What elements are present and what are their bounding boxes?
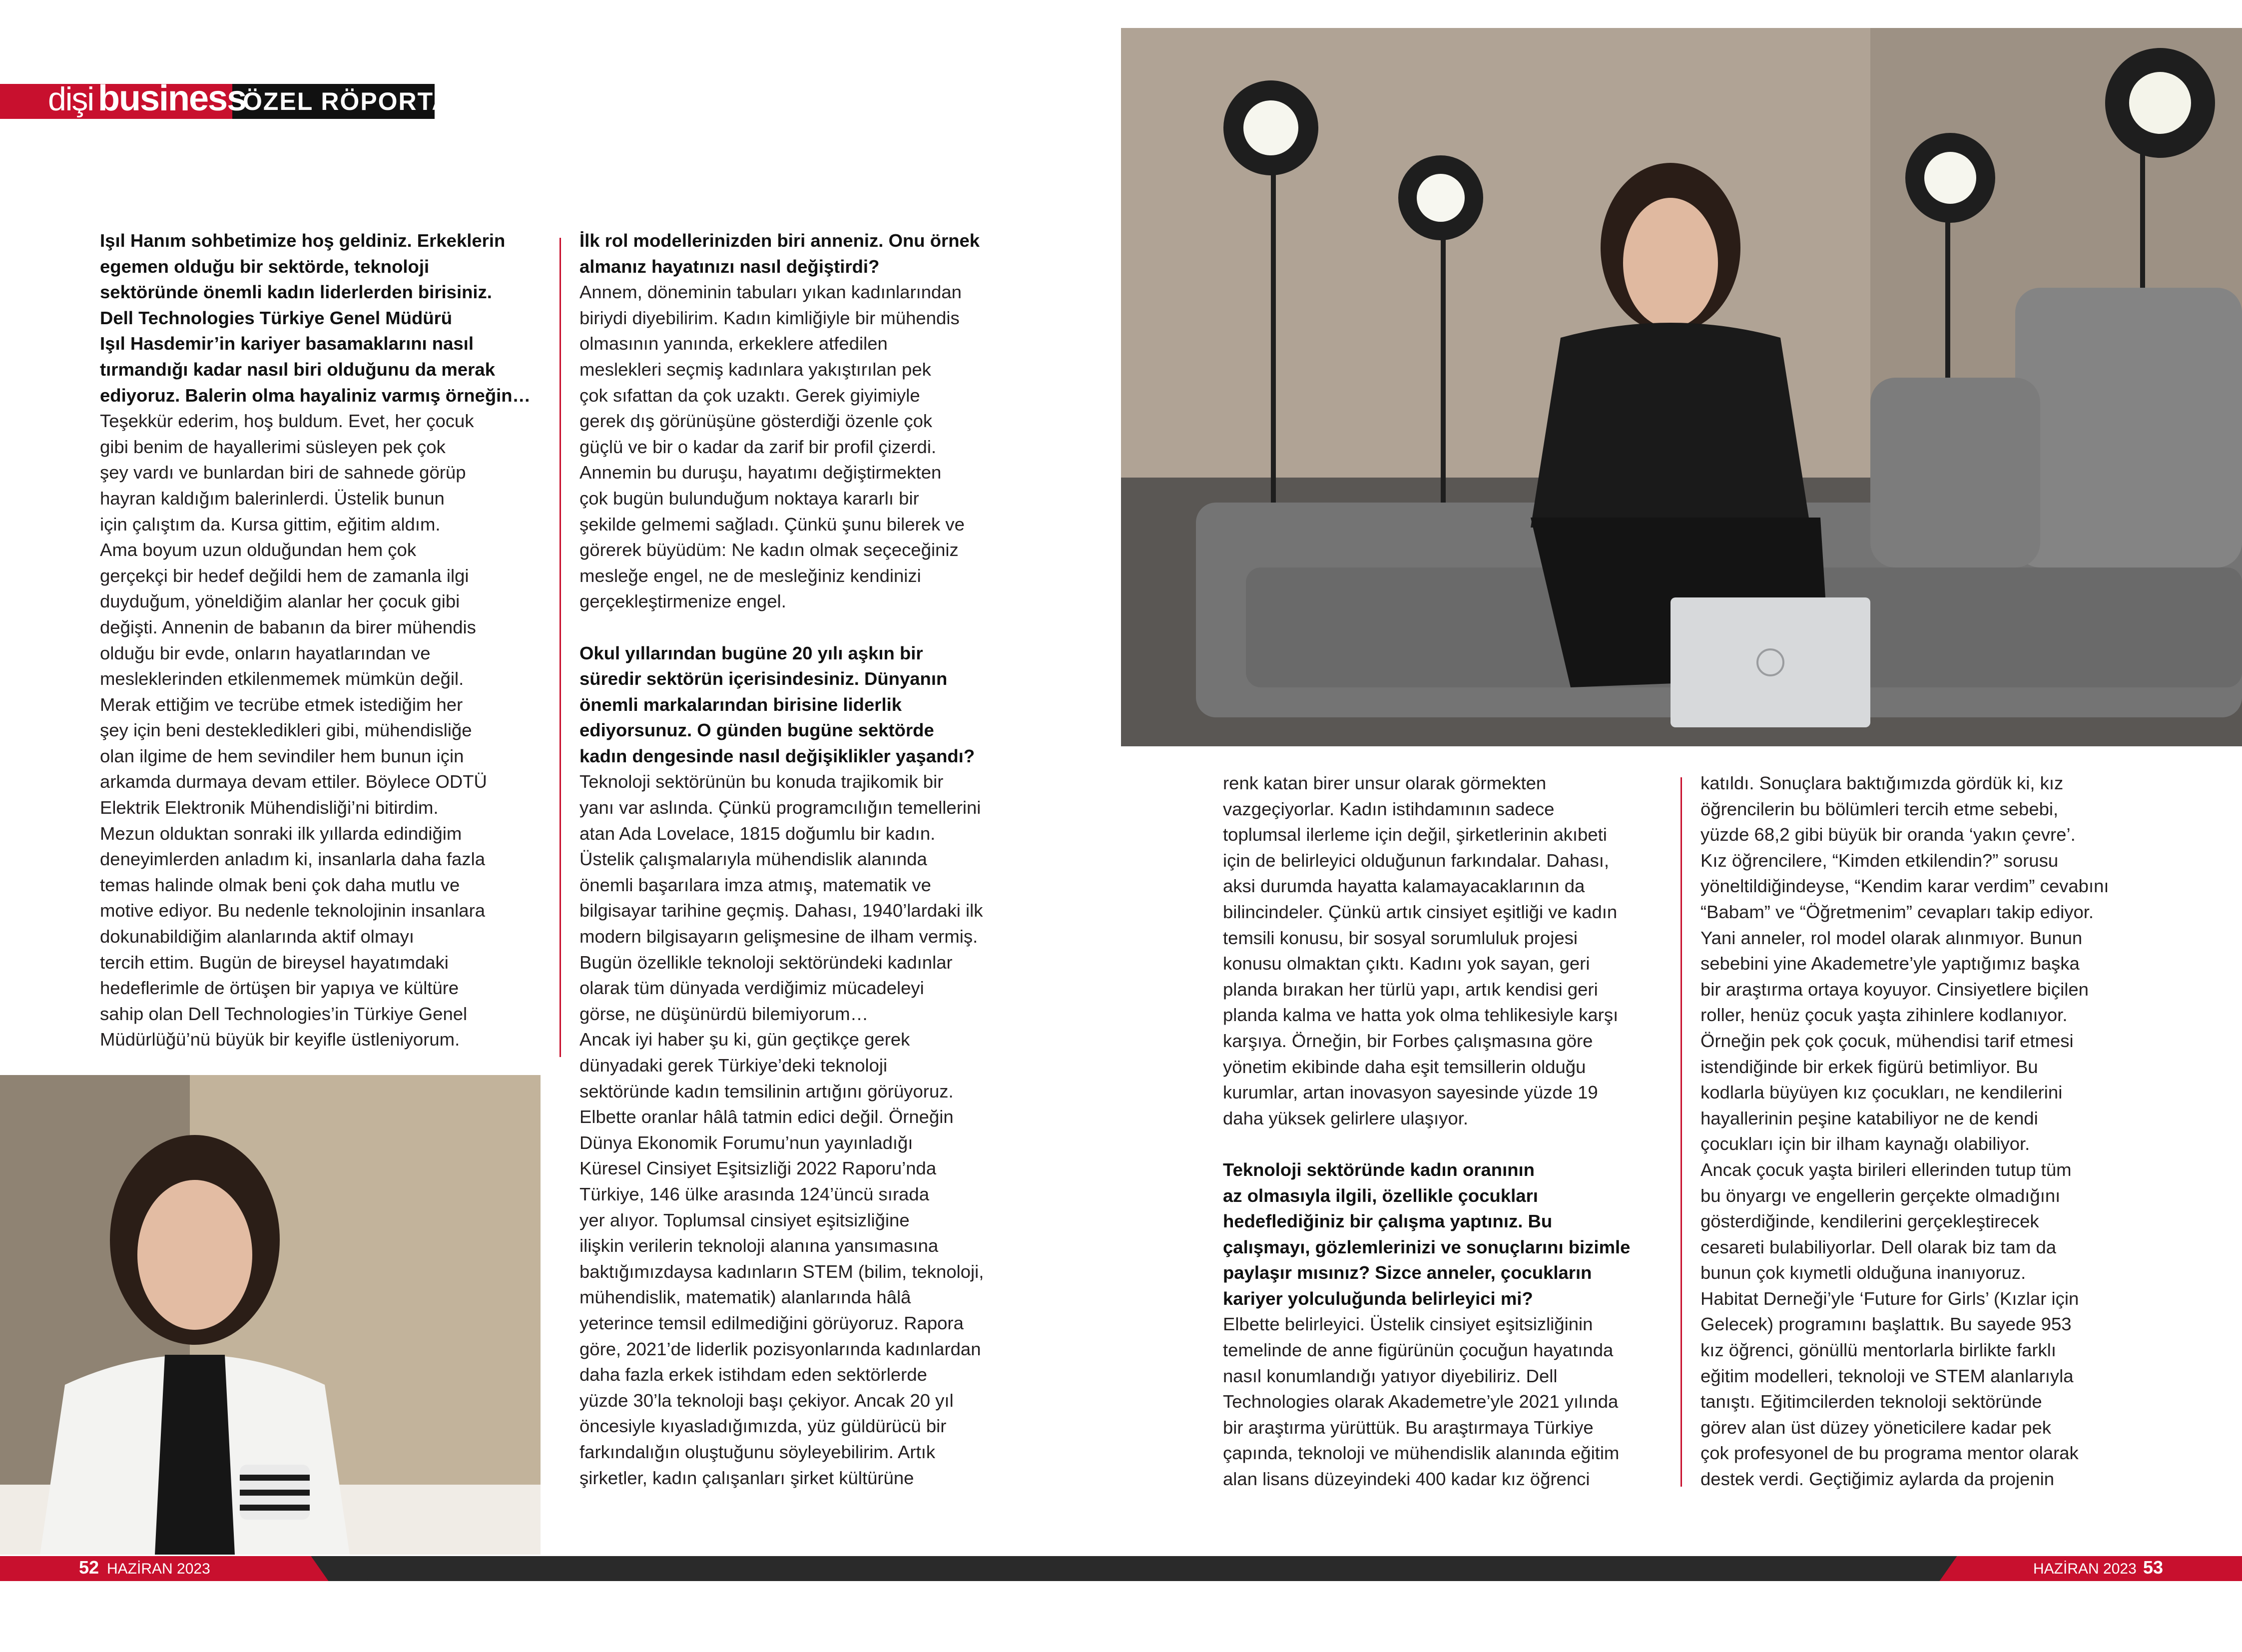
issue-date-right: HAZİRAN 2023: [2033, 1561, 2137, 1577]
answer-line: arkamda durmaya devam ettiler. Böylece ODTÜ: [100, 771, 487, 792]
answer-line: bunun çok kıymetli olduğuna inanıyoruz.: [1700, 1262, 2026, 1283]
question-line: almanız hayatınızı nasıl değiştirdi?: [579, 256, 880, 277]
brand-business: business: [98, 78, 246, 118]
answer-line: temsili konusu, bir sosyal sorumluluk projesi: [1223, 927, 1578, 948]
answer-line: yönetim ekibinde daha eşit temsillerin olduğu: [1223, 1056, 1586, 1077]
answer-line: çok profesyonel de bu programa mentor olarak: [1700, 1443, 2079, 1464]
column-divider: [1681, 777, 1682, 1487]
answer-line: alan lisans düzeyindeki 400 kadar kız öğrenci: [1223, 1469, 1590, 1490]
question-line: sektöründe önemli kadın liderlerden birisiniz.: [100, 282, 492, 303]
question-line: ediyorsunuz. O günden bugüne sektörde: [579, 720, 934, 741]
column-divider: [560, 238, 561, 1057]
question-line: az olmasıyla ilgili, özellikle çocukları: [1223, 1185, 1538, 1206]
answer-line: Teşekkür ederim, hoş buldum. Evet, her çocuk: [100, 411, 474, 432]
answer-line: Annemin bu duruşu, hayatımı değiştirmekten: [579, 462, 942, 483]
question-line: Işıl Hasdemir’in kariyer basamaklarını nasıl: [100, 333, 474, 354]
answer-line: Yani anneler, rol model olarak alınmıyor. Bunun: [1700, 927, 2083, 948]
answer-line: “Babam” ve “Öğretmenim” cevapları takip ediyor.: [1700, 901, 2094, 922]
answer-line: farkındalığın oluştuğunu söyleyebilirim. Artık: [579, 1441, 936, 1462]
answer-line: şey için beni destekledikleri gibi, mühendisliğe: [100, 720, 472, 741]
answer-line: kurumlar, artan inovasyon sayesinde yüzde 19: [1223, 1082, 1598, 1103]
answer-line: vazgeçiyorlar. Kadın istihdamının sadece: [1223, 798, 1555, 819]
answer-line: görse, ne düşünürdü bilemiyorum…: [579, 1003, 869, 1024]
answer-line: destek verdi. Geçtiğimiz aylarda da projenin: [1700, 1469, 2055, 1490]
question-line: Teknoloji sektöründe kadın oranının: [1223, 1159, 1535, 1180]
answer-line: mesleğe engel, ne de mesleğiniz kendinizi: [579, 565, 921, 586]
answer-line: renk katan birer unsur olarak görmekten: [1223, 773, 1547, 793]
answer-line: Gelecek) programını başlattık. Bu sayede 953: [1700, 1314, 2072, 1335]
question-line: İlk rol modellerinizden biri anneniz. Onu örnek: [579, 230, 980, 251]
answer-line: Technologies olarak Akademetre’yle 2021 yılında: [1223, 1391, 1619, 1412]
answer-line: istendiğinde bir erkek figürü betimliyor. Bu: [1700, 1056, 2038, 1077]
question-line: çalışmayı, gözlemlerinizi ve sonuçlarını bizimle: [1223, 1236, 1631, 1257]
answer-line: güçlü ve bir o kadar da zarif bir profil çizerdi.: [579, 436, 937, 457]
answer-line: gibi benim de hayallerimi süsleyen pek çok: [100, 436, 446, 457]
answer-line: motive ediyor. Bu nedenle teknolojinin insanlara: [100, 900, 486, 921]
answer-line: mesleklerinden etkilenmemek mümkün değil.: [100, 668, 464, 689]
answer-line: hedeflerimle de örtüşen bir yapıya ve kültüre: [100, 978, 459, 999]
article-column-2: [579, 228, 1029, 1491]
answer-line: yer alıyor. Toplumsal cinsiyet eşitsizliğine: [579, 1209, 910, 1230]
portrait-photo-small-illustration: [0, 1075, 541, 1555]
answer-line: gösterdiğinde, kendilerini gerçekleştirecek: [1700, 1211, 2039, 1232]
answer-line: sektöründe kadın temsilinin artığını görüyoruz.: [579, 1081, 954, 1101]
answer-line: Merak ettiğim ve tecrübe etmek istediğim her: [100, 694, 463, 715]
answer-line: toplumsal ilerleme için değil, şirketlerinin akıbeti: [1223, 824, 1607, 845]
answer-line: biriydi diyebilirim. Kadın kimliğiyle bir mühendis: [579, 307, 960, 328]
answer-line: sebebini yine Akademetre’yle yaptığımız başka: [1700, 953, 2080, 974]
question-line: hedeflediğiniz bir çalışma yaptınız. Bu: [1223, 1211, 1553, 1232]
page-number-right: 53: [2143, 1557, 2164, 1578]
answer-line: Elektrik Elektronik Mühendisliği’ni bitirdim.: [100, 797, 439, 818]
answer-line: önemli başarılara imza atmış, matematik ve: [579, 874, 931, 895]
answer-line: bu önyargı ve engellerin gerçekte olmadığını: [1700, 1185, 2061, 1206]
answer-line: öğrencilerin bu bölümleri tercih etme sebebi,: [1700, 798, 2059, 819]
question-line: kariyer yolculuğunda belirleyici mi?: [1223, 1288, 1533, 1309]
answer-line: Bugün özellikle teknoloji sektöründeki kadınlar: [579, 952, 953, 973]
answer-line: Ancak çocuk yaşta birileri ellerinden tutup tüm: [1700, 1159, 2072, 1180]
answer-line: bir araştırma yürüttük. Bu araştırmaya Türkiye: [1223, 1417, 1594, 1438]
issue-date-left: HAZİRAN 2023: [107, 1561, 210, 1577]
answer-line: sahip olan Dell Technologies’in Türkiye Genel: [100, 1003, 468, 1024]
portrait-photo-small: [0, 1075, 541, 1555]
answer-line: gerek dış görünüşüne gösterdiği özenle çok: [579, 411, 933, 432]
answer-line: duyduğum, yöneldiğim alanlar her çocuk gibi: [100, 591, 460, 612]
answer-line: gerçekleştirmenize engel.: [579, 591, 786, 612]
question-line: Okul yıllarından bugüne 20 yılı aşkın bir: [579, 642, 923, 663]
answer-line: baktığımızdaysa kadınların STEM (bilim, teknoloji,: [579, 1261, 984, 1282]
answer-line: görerek büyüdüm: Ne kadın olmak seçeceğiniz: [579, 540, 959, 560]
answer-line: şekilde gelmemi sağladı. Çünkü şunu bilerek ve: [579, 514, 965, 535]
answer-line: şirketler, kadın çalışanları şirket kültürüne: [579, 1467, 914, 1488]
answer-line: olarak tüm dünyada verdiğimiz mücadeleyi: [579, 978, 924, 999]
answer-line: planda kalma ve hatta yok olma tehlikesiyle karşı: [1223, 1005, 1619, 1026]
answer-line: temelinde de anne figürünün çocuğun hayatında: [1223, 1340, 1614, 1361]
question-line: kadın dengesinde nasıl değişiklikler yaşandı?: [579, 745, 975, 766]
answer-line: kız öğrenci, gönüllü mentorlarla birlikte farklı: [1700, 1340, 2057, 1361]
portrait-photo-main-illustration: [1121, 28, 2242, 746]
answer-line: Teknoloji sektörünün bu konuda trajikomik bir: [579, 771, 944, 792]
answer-line: Mezun olduktan sonraki ilk yıllarda edindiğim: [100, 823, 462, 844]
answer-line: bir araştırma ortaya koyuyor. Cinsiyetlere biçilen: [1700, 979, 2089, 1000]
answer-line: aksi durumda hayatta kalamayacaklarının da: [1223, 876, 1585, 897]
answer-line: Müdürlüğü’nü büyük bir keyifle üstleniyorum.: [100, 1029, 460, 1050]
question-line: tırmandığı kadar nasıl biri olduğunu da merak: [100, 359, 495, 380]
answer-line: eğitim modelleri, teknoloji ve STEM alanlarıyla: [1700, 1365, 2074, 1386]
answer-line: Küresel Cinsiyet Eşitsizliği 2022 Raporu’nda: [579, 1158, 937, 1179]
answer-line: daha yüksek gelirlere ulaşıyor.: [1223, 1107, 1468, 1128]
article-column-1: [100, 228, 540, 1053]
answer-line: roller, henüz çocuk yaşta zihinlere kodlanıyor.: [1700, 1005, 2068, 1026]
article-column-3: [1223, 770, 1673, 1492]
answer-line: yöneltildiğindeyse, “Kendim karar verdim” cevabını: [1700, 876, 2109, 897]
page-number-left: 52: [79, 1557, 99, 1578]
answer-line: yüzde 30’la teknoloji başı çekiyor. Ancak 20 yıl: [579, 1390, 954, 1411]
answer-line: dünyadaki gerek Türkiye’deki teknoloji: [579, 1055, 888, 1076]
portrait-photo-main: [1121, 28, 2242, 746]
answer-line: için çalıştım da. Kursa gittim, eğitim aldım.: [100, 514, 441, 535]
paragraph-gap: [579, 614, 1029, 640]
question-line: Dell Technologies Türkiye Genel Müdürü: [100, 307, 453, 328]
answer-line: deneyimlerden anladım ki, insanlarla daha fazla: [100, 849, 486, 870]
answer-line: olduğu bir evde, onların hayatlarından ve: [100, 642, 431, 663]
answer-line: atan Ada Lovelace, 1815 doğumlu bir kadın.: [579, 823, 936, 844]
answer-line: bilgisayar tarihine geçmiş. Dahası, 1940’lardaki ilk: [579, 900, 983, 921]
answer-line: Örneğin pek çok çocuk, mühendisi tarif etmesi: [1700, 1030, 2074, 1051]
answer-line: karşıya. Örneğin, bir Forbes çalışmasına göre: [1223, 1030, 1593, 1051]
answer-line: modern bilgisayarın gelişmesine de ilham vermiş.: [579, 926, 978, 947]
answer-line: için de belirleyici olduğunun farkındalar. Dahası,: [1223, 850, 1610, 871]
answer-line: çapında, teknoloji ve mühendislik alanında eğitim: [1223, 1443, 1620, 1464]
answer-line: şey vardı ve bunlardan biri de sahnede görüp: [100, 462, 466, 483]
answer-line: mühendislik, matematik) alanlarında hâlâ: [579, 1287, 911, 1308]
answer-line: katıldı. Sonuçlara baktığımızda gördük ki, kız: [1700, 773, 2064, 793]
article-column-4: [1700, 770, 2140, 1492]
answer-line: yeterince temsil edilmediğini görüyoruz. Rapora: [579, 1312, 964, 1333]
answer-line: öncesiyle kıyasladığımızda, yüz güldürücü bir: [579, 1416, 947, 1437]
answer-line: yanı var aslında. Çünkü programcılığın temellerini: [579, 797, 981, 818]
question-line: Işıl Hanım sohbetimize hoş geldiniz. Erkeklerin: [100, 230, 506, 251]
answer-line: ilişkin verilerin teknoloji alanına yansımasına: [579, 1235, 939, 1256]
answer-line: göre, 2021’de liderlik pozisyonlarında kadınlardan: [579, 1338, 981, 1359]
question-line: egemen olduğu bir sektörde, teknoloji: [100, 256, 430, 277]
answer-line: yüzde 68,2 gibi büyük bir oranda ‘yakın çevre’.: [1700, 824, 2076, 845]
answer-line: tercih ettim. Bugün de bireysel hayatımdaki: [100, 952, 449, 973]
answer-line: olmasının yanında, erkeklere atfedilen: [579, 333, 888, 354]
answer-line: Türkiye, 146 ülke arasında 124’üncü sırada: [579, 1183, 930, 1204]
answer-line: hayallerinin peşine katabiliyor ne de kendi: [1700, 1107, 2038, 1128]
answer-line: cesareti bulabiliyorlar. Dell olarak biz tam da: [1700, 1236, 2057, 1257]
answer-line: meslekleri seçmiş kadınlara yakıştırılan pek: [579, 359, 931, 380]
answer-line: değişti. Annenin de babanın da birer mühendis: [100, 616, 476, 637]
paragraph-gap: [1223, 1131, 1673, 1157]
answer-line: görev alan üst düzey yöneticilere kadar pek: [1700, 1417, 2052, 1438]
answer-line: planda bırakan her türlü yapı, artık kendisi geri: [1223, 979, 1598, 1000]
answer-line: çok bugün bulunduğum noktaya kararlı bir: [579, 488, 919, 509]
question-line: süredir sektörün içerisindesiniz. Dünyanın: [579, 668, 948, 689]
answer-line: konusu olmaktan çıktı. Kadını yok sayan, geri: [1223, 953, 1590, 974]
answer-line: daha fazla erkek istihdam eden sektörlerde: [579, 1364, 927, 1385]
answer-line: çok sıfattan da çok uzaktı. Gerek giyimiyle: [579, 385, 920, 406]
answer-line: Dünya Ekonomik Forumu’nun yayınladığı: [579, 1132, 913, 1153]
answer-line: bilincindeler. Çünkü artık cinsiyet eşitliği ve kadın: [1223, 901, 1618, 922]
answer-line: Elbette oranlar hâlâ tatmin edici değil. Örneğin: [579, 1106, 954, 1127]
answer-line: Üstelik çalışmalarıyla mühendislik alanında: [579, 849, 927, 870]
answer-line: Ancak iyi haber şu ki, gün geçtikçe gerek: [579, 1029, 910, 1050]
answer-line: temas halinde olmak beni çok daha mutlu ve: [100, 874, 460, 895]
answer-line: Ama boyum uzun olduğundan hem çok: [100, 540, 417, 560]
answer-line: çocukları için bir ilham kaynağı olabiliyor.: [1700, 1133, 2030, 1154]
answer-line: dokunabildiğim alanlarında aktif olmayı: [100, 926, 414, 947]
answer-line: Kız öğrencilere, “Kimden etkilendin?” sorusu: [1700, 850, 2059, 871]
answer-line: tanıştı. Eğitimcilerden teknoloji sektöründe: [1700, 1391, 2042, 1412]
answer-line: nasıl konumlandığı yatıyor diyebiliriz. Dell: [1223, 1365, 1558, 1386]
section-tag: ÖZEL RÖPORTAJ: [243, 87, 466, 115]
brand-disi: dişi: [48, 80, 94, 117]
answer-line: Elbette belirleyici. Üstelik cinsiyet eşitsizliğinin: [1223, 1314, 1593, 1335]
answer-line: Habitat Derneği’yle ‘Future for Girls’ (Kızlar için: [1700, 1288, 2079, 1309]
question-line: önemli markalarından birisine liderlik: [579, 694, 902, 715]
answer-line: Annem, döneminin tabuları yıkan kadınlarından: [579, 282, 962, 303]
answer-line: gerçekçi bir hedef değildi hem de zamanla ilgi: [100, 565, 469, 586]
question-line: ediyoruz. Balerin olma hayaliniz varmış örneğin…: [100, 385, 531, 406]
question-line: paylaşır mısınız? Sizce anneler, çocukların: [1223, 1262, 1592, 1283]
footer-bar: [300, 1556, 1938, 1581]
answer-line: hayran kaldığım balerinlerdi. Üstelik bunun: [100, 488, 445, 509]
answer-line: kodlarla büyüyen kız çocukları, ne kendilerini: [1700, 1082, 2063, 1103]
answer-line: olan ilgime de hem sevindiler hem bunun için: [100, 745, 464, 766]
